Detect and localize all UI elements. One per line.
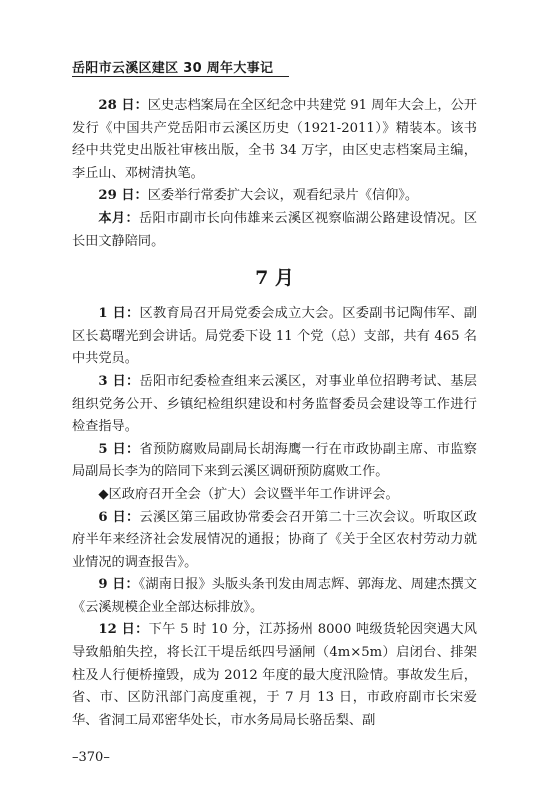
entry-date: 3 日： [98, 373, 140, 389]
entry-date: 12 日： [98, 622, 149, 638]
page-number: –370– [72, 750, 110, 765]
entry-paragraph [72, 484, 477, 507]
entry-paragraph [72, 95, 477, 185]
entry-text: 岳阳市副市长向伟雄来云溪区视察临湖公路建设情况。区长田文静陪同。 [72, 210, 478, 249]
entry-text: 区史志档案局在全区纪念中共建党 91 周年大会上，公开发行《中国共产党岳阳市云溪区历史（1921-2011）》精装本。该书经中共党史出版社审核出版，全书 34 万字，由区史志档案局主编，李丘山、邓树清执笔。 [72, 98, 477, 181]
entry-date: 6 日： [98, 509, 140, 525]
entry-paragraph [72, 574, 477, 619]
entry-text: 区委举行常委扩大会议，观看纪录片《信仰》。 [147, 188, 419, 204]
entry-text: 区教育局召开局党委会成立大会。区委副书记陶伟军、副区长葛曙光到会讲话。局党委下设 11 个党（总）支部，共有 465 名中共党员。 [72, 306, 477, 367]
entry-text: ◆区政府召开全会（扩大）会议暨半年工作讲评会。 [98, 486, 399, 502]
entry-paragraph [72, 208, 477, 253]
entry-date: 9 日： [98, 577, 139, 593]
entry-date: 本月： [98, 210, 139, 226]
header-rule [72, 76, 289, 77]
entry-date: 29 日： [98, 188, 148, 204]
entry-paragraph [72, 185, 477, 208]
entry-text: 省预防腐败局副局长胡海鹰一行在市政协副主席、市监察局副局长李为的陪同下来到云溪区调研预防腐败工作。 [72, 441, 477, 480]
page-body [72, 95, 477, 732]
entry-date: 5 日： [98, 441, 140, 457]
entry-date: 28 日： [98, 98, 148, 113]
entry-paragraph [72, 619, 477, 732]
entry-paragraph [72, 371, 477, 439]
month-heading: 7 月 [255, 267, 294, 290]
entry-date: 1 日： [98, 306, 140, 322]
entry-text: 下午 5 时 10 分，江苏扬州 8000 吨级货轮因突遇大风导致船舶失控，将长江干堤岳纸四号涵闸（4m×5m）启闭台、排架柱及人行便桥撞毁，成为 2012 年度的最大度汛险情。事故发生后，省、市、区防汛部门高度重视，于 7 月 13 日，市政府副市长宋爱华、省洞工局邓密华处长，市水务局局长骆岳梨、副 [72, 622, 477, 728]
entry-text: 岳阳市纪委检查组来云溪区，对事业单位招聘考试、基层组织党务公开、乡镇纪检组织建设和村务监督委员会建设等工作进行检查指导。 [72, 373, 477, 435]
running-header: 岳阳市云溪区建区 30 周年大事记 [72, 61, 274, 76]
entry-text: 《湖南日报》头版头条刊发由周志辉、郭海龙、周建杰撰文《云溪规模企业全部达标排放》。 [72, 577, 477, 615]
entry-paragraph [72, 303, 477, 371]
entry-paragraph [72, 507, 477, 575]
entry-paragraph [72, 439, 477, 484]
entry-text: 云溪区第三届政协常委会召开第二十三次会议。听取区政府半年来经济社会发展情况的通报；协商了《关于全区农村劳动力就业情况的调查报告》。 [72, 509, 477, 570]
